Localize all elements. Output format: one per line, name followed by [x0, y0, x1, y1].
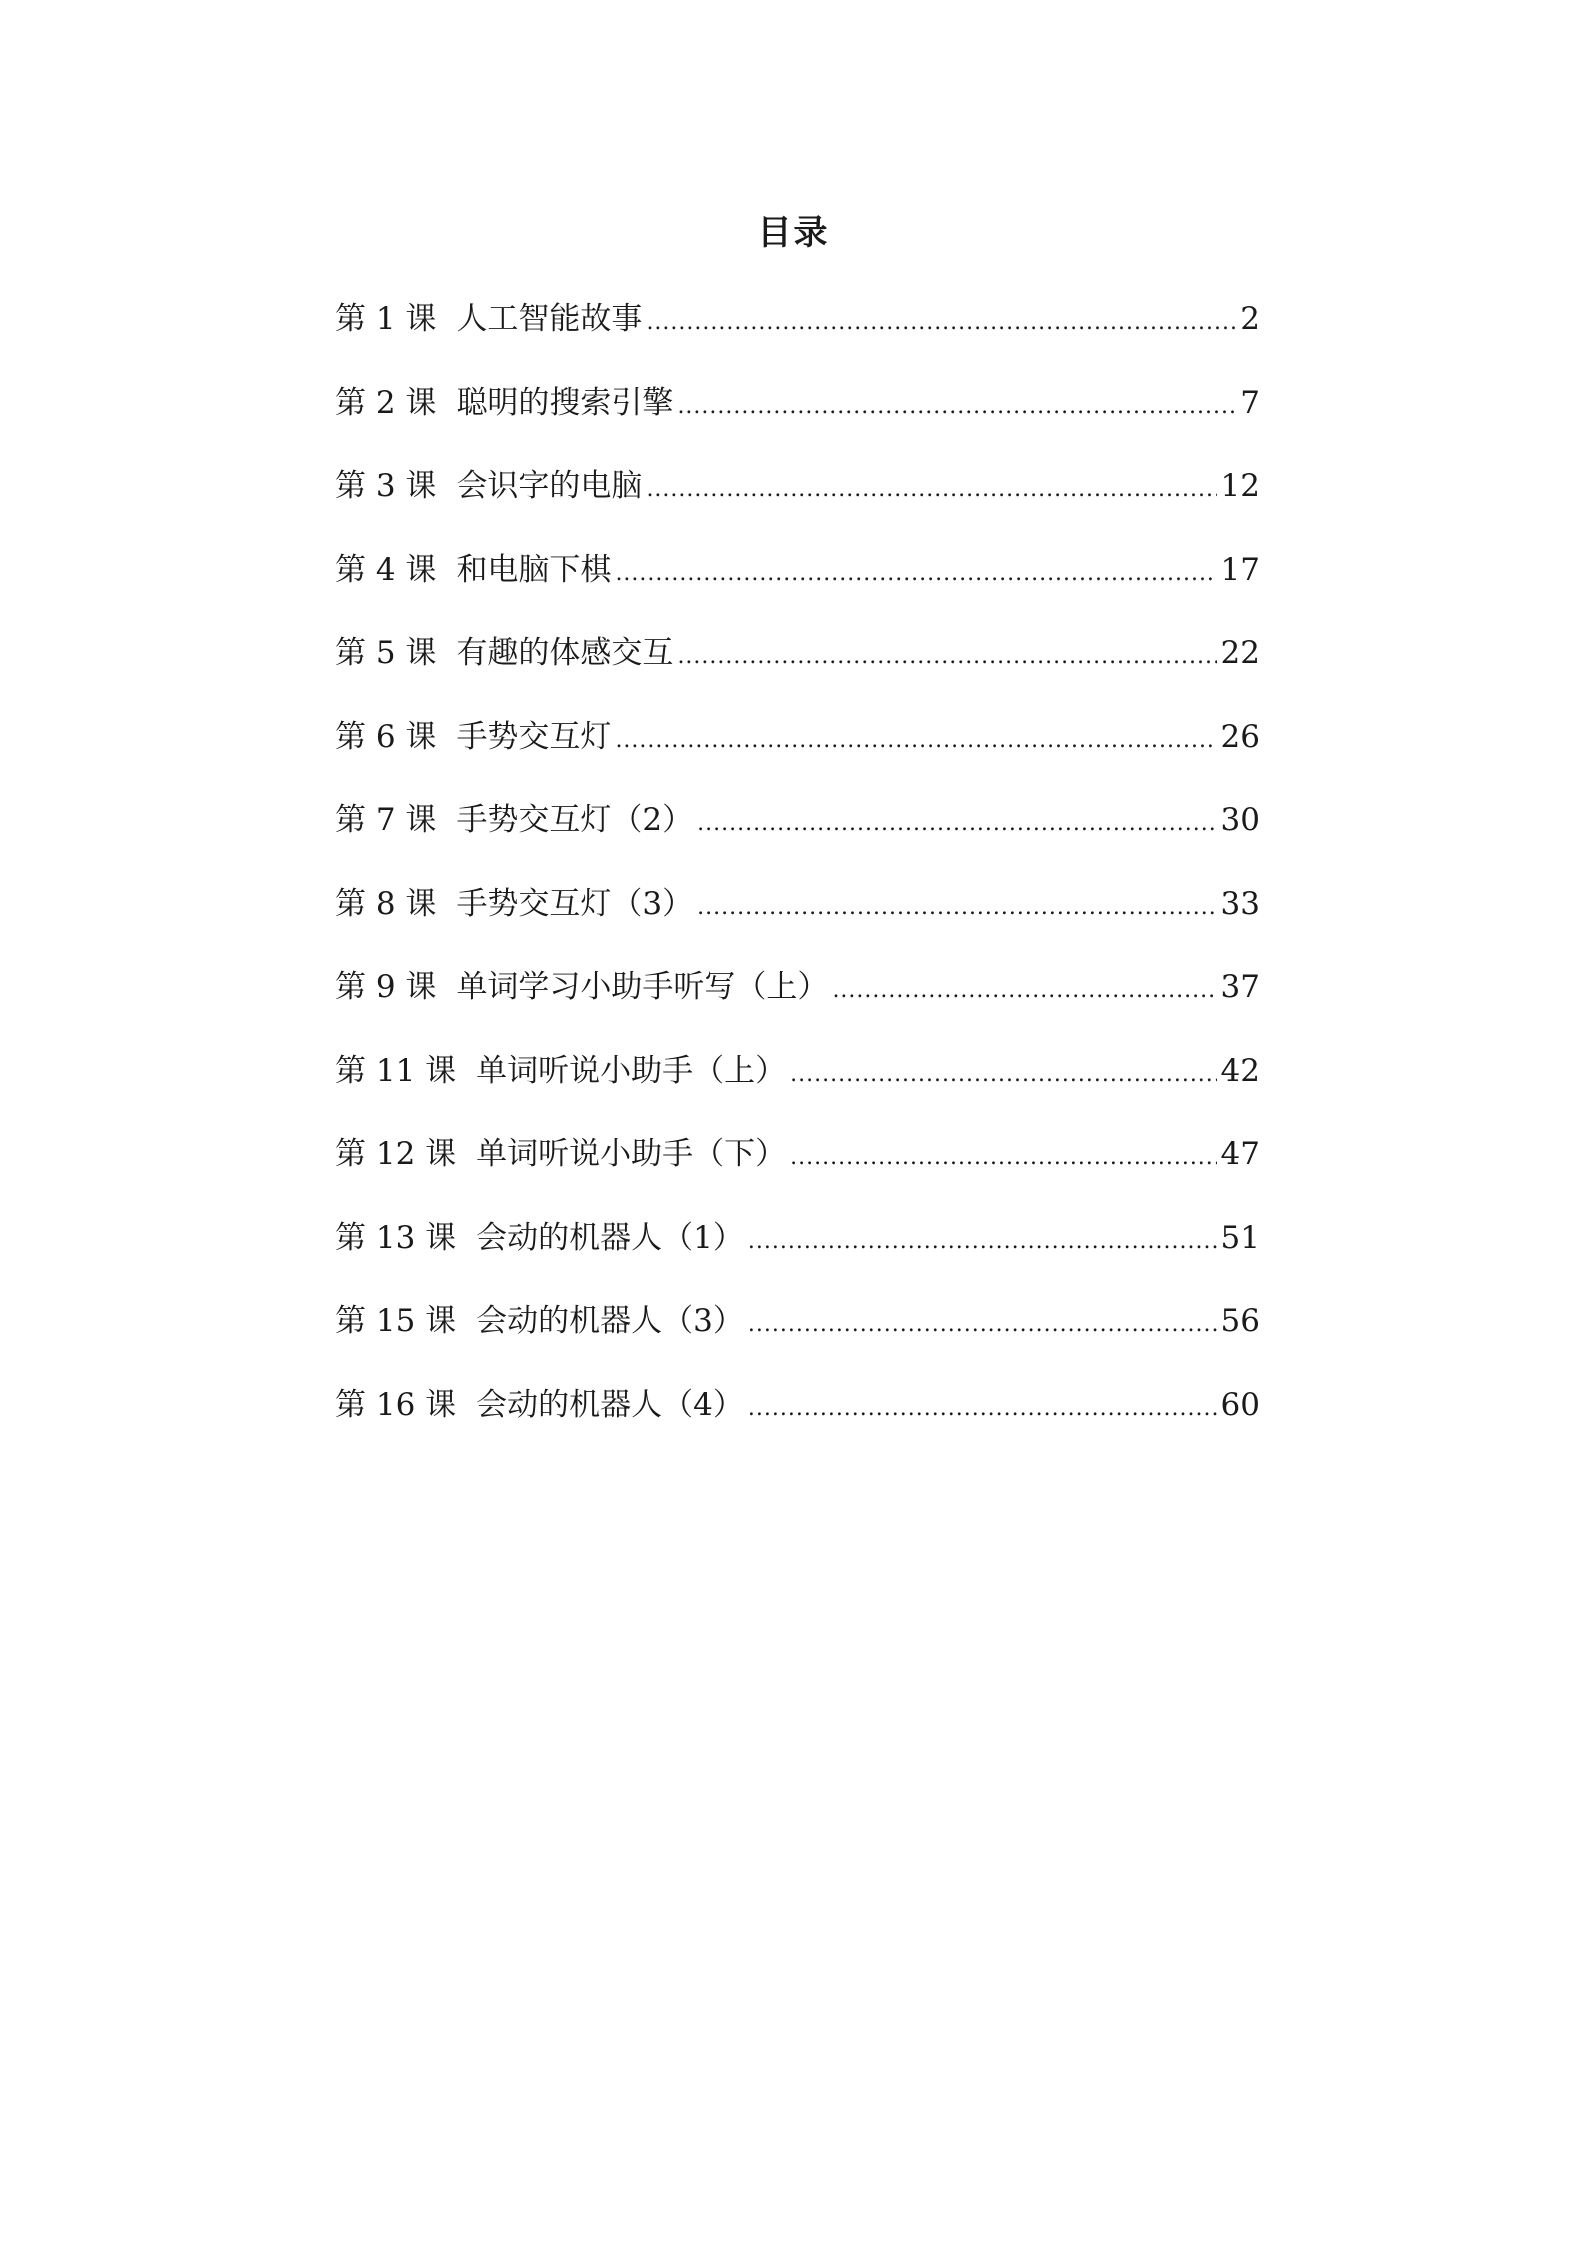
toc-lesson-name: 人工智能故事 — [456, 301, 643, 337]
toc-lesson-name: 会动的机器人（3） — [476, 1303, 744, 1339]
toc-entry-label — [335, 379, 673, 427]
toc-page-number: 60 — [1220, 1386, 1260, 1423]
toc-entry-label — [335, 963, 828, 1011]
toc-page-number: 22 — [1220, 635, 1260, 671]
toc-lesson-name: 和电脑下棋 — [456, 551, 612, 588]
toc-entry[interactable] — [335, 1297, 1260, 1381]
toc-entry-label — [335, 796, 693, 844]
toc-entry[interactable] — [335, 462, 1260, 546]
toc-page-number: 17 — [1220, 551, 1260, 588]
toc-entry[interactable] — [335, 1381, 1260, 1465]
toc-page-number: 37 — [1220, 969, 1260, 1005]
toc-entry-label — [335, 713, 611, 761]
toc-lesson-number: 第 7 课 — [335, 802, 437, 838]
toc-title: 目录 — [757, 213, 830, 253]
toc-entry-label — [335, 1297, 744, 1345]
toc-lesson-number: 第 5 课 — [335, 635, 437, 671]
toc-lesson-number: 第 3 课 — [335, 468, 437, 504]
toc-dot-leader — [646, 295, 1236, 347]
toc-dot-leader — [697, 880, 1216, 932]
toc-entry-label — [335, 880, 693, 928]
toc-lesson-name: 单词听说小助手（上） — [476, 1052, 787, 1089]
toc-entry-label — [335, 546, 611, 594]
toc-dot-leader — [697, 796, 1216, 848]
toc-entry-label — [335, 1047, 786, 1095]
toc-lesson-name: 聪明的搜索引擎 — [456, 384, 674, 421]
toc-page-number: 30 — [1220, 802, 1260, 838]
toc-dot-leader — [677, 629, 1216, 681]
toc-entry[interactable] — [335, 295, 1260, 379]
toc-page-number: 42 — [1220, 1052, 1260, 1089]
toc-entry[interactable] — [335, 379, 1260, 463]
toc-entry[interactable] — [335, 963, 1260, 1047]
toc-lesson-number: 第 8 课 — [335, 885, 437, 922]
toc-lesson-name: 单词学习小助手听写（上） — [456, 969, 829, 1005]
toc-lesson-number: 第 12 课 — [335, 1136, 457, 1172]
toc-lesson-name: 单词听说小助手（下） — [476, 1136, 787, 1172]
toc-lesson-number: 第 9 课 — [335, 969, 437, 1005]
toc-entry-label — [335, 1130, 786, 1178]
toc-lesson-number: 第 2 课 — [335, 384, 437, 421]
toc-lesson-name: 会识字的电脑 — [456, 468, 643, 504]
toc-lesson-name: 手势交互灯（3） — [456, 885, 694, 922]
toc-entry[interactable] — [335, 713, 1260, 797]
toc-lesson-number: 第 13 课 — [335, 1219, 457, 1256]
toc-page-number: 56 — [1220, 1303, 1260, 1339]
toc-dot-leader — [677, 379, 1236, 431]
toc-list — [335, 295, 1260, 1464]
toc-entry[interactable] — [335, 880, 1260, 964]
toc-entry-label — [335, 629, 673, 677]
toc-lesson-name: 会动的机器人（1） — [476, 1219, 744, 1256]
toc-lesson-number: 第 4 课 — [335, 551, 437, 588]
toc-entry[interactable] — [335, 629, 1260, 713]
toc-lesson-number: 第 6 课 — [335, 718, 437, 755]
toc-entry[interactable] — [335, 546, 1260, 630]
toc-dot-leader — [748, 1381, 1217, 1433]
toc-page-number: 26 — [1220, 718, 1260, 755]
toc-page-number: 33 — [1220, 885, 1260, 922]
toc-lesson-number: 第 16 课 — [335, 1386, 457, 1423]
toc-lesson-name: 有趣的体感交互 — [456, 635, 674, 671]
toc-page-number: 7 — [1240, 384, 1260, 421]
toc-entry-label — [335, 295, 642, 343]
toc-lesson-number: 第 15 课 — [335, 1303, 457, 1339]
toc-page-number: 51 — [1220, 1219, 1260, 1256]
toc-page-number: 12 — [1220, 468, 1260, 504]
toc-dot-leader — [748, 1297, 1217, 1349]
toc-dot-leader — [615, 546, 1216, 598]
toc-entry[interactable] — [335, 1047, 1260, 1131]
toc-lesson-name: 手势交互灯（2） — [456, 802, 694, 838]
toc-lesson-number: 第 1 课 — [335, 301, 437, 337]
toc-entry-label — [335, 1214, 744, 1262]
toc-entry[interactable] — [335, 796, 1260, 880]
toc-dot-leader — [832, 963, 1216, 1015]
toc-dot-leader — [790, 1047, 1216, 1099]
toc-entry-label — [335, 462, 642, 510]
toc-entry[interactable] — [335, 1130, 1260, 1214]
toc-dot-leader — [646, 462, 1216, 514]
toc-entry[interactable] — [335, 1214, 1260, 1298]
toc-page-number: 2 — [1240, 301, 1260, 337]
toc-page-number: 47 — [1220, 1136, 1260, 1172]
toc-dot-leader — [748, 1214, 1217, 1266]
toc-lesson-name: 会动的机器人（4） — [476, 1386, 744, 1423]
toc-lesson-name: 手势交互灯 — [456, 718, 612, 755]
toc-dot-leader — [615, 713, 1216, 765]
toc-lesson-number: 第 11 课 — [335, 1052, 457, 1089]
toc-entry-label — [335, 1381, 744, 1429]
toc-dot-leader — [790, 1130, 1216, 1182]
